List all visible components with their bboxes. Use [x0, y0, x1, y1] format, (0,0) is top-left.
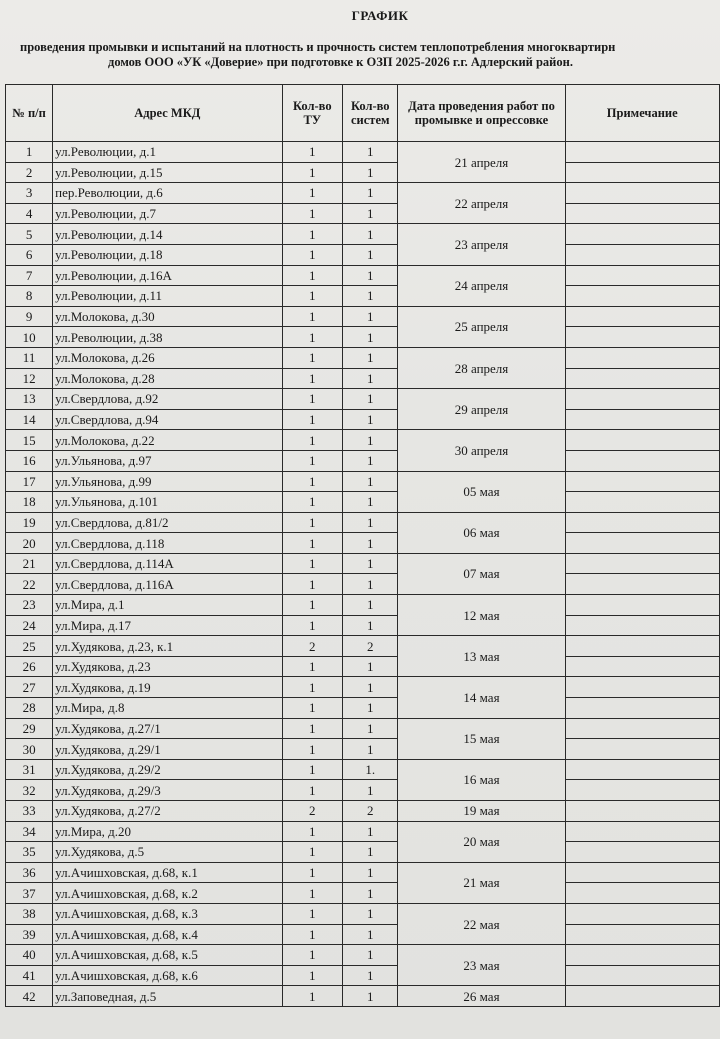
row-work-date: 20 мая	[398, 821, 565, 862]
row-note	[565, 265, 720, 286]
row-note	[565, 574, 720, 595]
row-address: ул.Революции, д.7	[53, 203, 282, 224]
row-number: 26	[6, 656, 53, 677]
row-address: ул.Ачишховская, д.68, к.3	[53, 903, 282, 924]
row-system-count: 1	[343, 986, 398, 1007]
row-system-count: 1	[343, 347, 398, 368]
table-row	[6, 244, 720, 265]
row-system-count: 1	[343, 286, 398, 307]
row-address: ул.Свердлова, д.81/2	[53, 512, 282, 533]
row-note	[565, 656, 720, 677]
row-tu-count: 1	[282, 903, 343, 924]
row-note	[565, 924, 720, 945]
row-system-count: 1	[343, 512, 398, 533]
row-system-count: 1	[343, 677, 398, 698]
row-tu-count: 1	[282, 924, 343, 945]
row-tu-count: 1	[282, 265, 343, 286]
row-system-count: 1	[343, 780, 398, 801]
row-address: ул.Ачишховская, д.68, к.1	[53, 862, 282, 883]
table-row	[6, 739, 720, 760]
table-row	[6, 162, 720, 183]
header-date	[398, 85, 565, 142]
row-number: 2	[6, 162, 53, 183]
row-note	[565, 347, 720, 368]
row-number: 27	[6, 677, 53, 698]
row-work-date: 06 мая	[398, 512, 565, 553]
row-tu-count: 1	[282, 471, 343, 492]
row-number: 18	[6, 492, 53, 513]
row-address: ул.Худякова, д.23, к.1	[53, 636, 282, 657]
table-row	[6, 347, 720, 368]
row-system-count: 1	[343, 656, 398, 677]
table-row	[6, 183, 720, 204]
row-tu-count: 1	[282, 698, 343, 719]
row-number: 21	[6, 553, 53, 574]
row-address: ул.Худякова, д.5	[53, 842, 282, 863]
row-work-date: 22 мая	[398, 903, 565, 944]
row-tu-count: 1	[282, 553, 343, 574]
row-address: ул.Заповедная, д.5	[53, 986, 282, 1007]
row-system-count: 1	[343, 368, 398, 389]
row-tu-count: 1	[282, 244, 343, 265]
row-address: ул.Молокова, д.26	[53, 347, 282, 368]
row-note	[565, 862, 720, 883]
row-note	[565, 780, 720, 801]
row-address: ул.Молокова, д.22	[53, 430, 282, 451]
row-address: ул.Ульянова, д.97	[53, 450, 282, 471]
row-number: 39	[6, 924, 53, 945]
row-note	[565, 306, 720, 327]
row-address: ул.Мира, д.20	[53, 821, 282, 842]
table-row	[6, 924, 720, 945]
row-address: ул.Худякова, д.27/1	[53, 718, 282, 739]
row-system-count: 1	[343, 533, 398, 554]
row-work-date: 05 мая	[398, 471, 565, 512]
row-tu-count: 1	[282, 162, 343, 183]
row-tu-count: 1	[282, 533, 343, 554]
row-note	[565, 492, 720, 513]
row-note	[565, 244, 720, 265]
row-note	[565, 842, 720, 863]
row-work-date: 28 апреля	[398, 347, 565, 388]
row-address: ул.Молокова, д.28	[53, 368, 282, 389]
row-tu-count: 1	[282, 759, 343, 780]
row-tu-count: 2	[282, 636, 343, 657]
row-system-count: 1	[343, 409, 398, 430]
row-work-date: 23 мая	[398, 945, 565, 986]
table-row	[6, 430, 720, 451]
row-work-date: 15 мая	[398, 718, 565, 759]
document-subtitle	[20, 40, 720, 70]
row-note	[565, 986, 720, 1007]
row-note	[565, 512, 720, 533]
row-address: ул.Революции, д.14	[53, 224, 282, 245]
row-tu-count: 1	[282, 945, 343, 966]
row-system-count: 1	[343, 615, 398, 636]
table-row	[6, 492, 720, 513]
row-system-count: 1	[343, 492, 398, 513]
row-work-date: 24 апреля	[398, 265, 565, 306]
row-note	[565, 533, 720, 554]
row-number: 33	[6, 801, 53, 822]
row-address: ул.Худякова, д.27/2	[53, 801, 282, 822]
row-number: 24	[6, 615, 53, 636]
row-address: ул.Мира, д.1	[53, 595, 282, 616]
row-note	[565, 718, 720, 739]
row-note	[565, 203, 720, 224]
row-address: ул.Ачишховская, д.68, к.2	[53, 883, 282, 904]
row-number: 16	[6, 450, 53, 471]
row-note	[565, 162, 720, 183]
row-address: пер.Революции, д.6	[53, 183, 282, 204]
row-tu-count: 1	[282, 986, 343, 1007]
row-note	[565, 368, 720, 389]
table-row	[6, 409, 720, 430]
header-note: Примечание	[565, 85, 720, 142]
table-row	[6, 306, 720, 327]
table-row	[6, 142, 720, 163]
row-note	[565, 471, 720, 492]
row-number: 11	[6, 347, 53, 368]
row-number: 20	[6, 533, 53, 554]
row-system-count: 1	[343, 924, 398, 945]
row-tu-count: 1	[282, 430, 343, 451]
row-number: 12	[6, 368, 53, 389]
row-address: ул.Худякова, д.23	[53, 656, 282, 677]
row-address: ул.Ульянова, д.101	[53, 492, 282, 513]
row-system-count: 1	[343, 883, 398, 904]
table-row	[6, 450, 720, 471]
row-note	[565, 698, 720, 719]
row-note	[565, 903, 720, 924]
row-work-date: 13 мая	[398, 636, 565, 677]
row-number: 7	[6, 265, 53, 286]
row-system-count: 1	[343, 553, 398, 574]
row-system-count: 1	[343, 183, 398, 204]
row-number: 42	[6, 986, 53, 1007]
row-number: 32	[6, 780, 53, 801]
row-work-date: 21 апреля	[398, 142, 565, 183]
table-row	[6, 698, 720, 719]
table-row	[6, 801, 720, 822]
row-system-count: 1	[343, 821, 398, 842]
row-number: 23	[6, 595, 53, 616]
row-number: 38	[6, 903, 53, 924]
row-system-count: 1	[343, 471, 398, 492]
row-note	[565, 409, 720, 430]
row-system-count: 1	[343, 265, 398, 286]
row-system-count: 1	[343, 162, 398, 183]
row-tu-count: 2	[282, 801, 343, 822]
row-note	[565, 636, 720, 657]
row-tu-count: 1	[282, 739, 343, 760]
row-work-date: 26 мая	[398, 986, 565, 1007]
header-tu	[282, 85, 343, 142]
row-number: 31	[6, 759, 53, 780]
table-row	[6, 945, 720, 966]
row-system-count: 1	[343, 306, 398, 327]
row-address: ул.Ачишховская, д.68, к.4	[53, 924, 282, 945]
row-work-date: 23 апреля	[398, 224, 565, 265]
row-work-date: 14 мая	[398, 677, 565, 718]
row-number: 17	[6, 471, 53, 492]
row-number: 29	[6, 718, 53, 739]
row-note	[565, 965, 720, 986]
table-row	[6, 615, 720, 636]
row-tu-count: 1	[282, 389, 343, 410]
table-row	[6, 780, 720, 801]
row-work-date: 30 апреля	[398, 430, 565, 471]
row-system-count: 1	[343, 595, 398, 616]
row-tu-count: 1	[282, 450, 343, 471]
row-number: 41	[6, 965, 53, 986]
table-row	[6, 718, 720, 739]
row-note	[565, 945, 720, 966]
row-system-count: 2	[343, 801, 398, 822]
table-row	[6, 265, 720, 286]
row-number: 37	[6, 883, 53, 904]
row-work-date: 29 апреля	[398, 389, 565, 430]
row-address: ул.Революции, д.18	[53, 244, 282, 265]
subtitle-line-1: проведения промывки и испытаний на плотность и прочность систем теплопотребления многоквартирн	[20, 40, 616, 54]
header-num: № п/п	[6, 85, 53, 142]
table-row	[6, 368, 720, 389]
row-system-count: 1	[343, 244, 398, 265]
row-number: 25	[6, 636, 53, 657]
row-address: ул.Молокова, д.30	[53, 306, 282, 327]
row-tu-count: 1	[282, 965, 343, 986]
row-note	[565, 389, 720, 410]
table-row	[6, 903, 720, 924]
row-number: 19	[6, 512, 53, 533]
row-system-count: 1	[343, 203, 398, 224]
subtitle-line-2: домов ООО «УК «Доверие» при подготовке к ОЗП 2025-2026 г.г. Адлерский район.	[108, 55, 573, 69]
header-date-text: Дата проведения работ по промывке и опрессовке	[408, 99, 555, 127]
row-number: 13	[6, 389, 53, 410]
row-tu-count: 1	[282, 574, 343, 595]
row-note	[565, 595, 720, 616]
row-address: ул.Революции, д.1	[53, 142, 282, 163]
row-system-count: 1	[343, 862, 398, 883]
row-address: ул.Революции, д.38	[53, 327, 282, 348]
row-tu-count: 1	[282, 327, 343, 348]
table-row	[6, 677, 720, 698]
row-work-date: 21 мая	[398, 862, 565, 903]
row-number: 9	[6, 306, 53, 327]
row-note	[565, 327, 720, 348]
row-number: 36	[6, 862, 53, 883]
table-row	[6, 965, 720, 986]
row-address: ул.Худякова, д.29/3	[53, 780, 282, 801]
document-title: ГРАФИК	[351, 8, 409, 23]
row-tu-count: 1	[282, 512, 343, 533]
row-address: ул.Революции, д.16А	[53, 265, 282, 286]
row-number: 15	[6, 430, 53, 451]
row-note	[565, 759, 720, 780]
row-system-count: 1	[343, 842, 398, 863]
table-row	[6, 656, 720, 677]
table-row	[6, 986, 720, 1007]
row-system-count: 1	[343, 327, 398, 348]
row-address: ул.Революции, д.11	[53, 286, 282, 307]
row-note	[565, 883, 720, 904]
header-systems	[343, 85, 398, 142]
row-tu-count: 1	[282, 142, 343, 163]
row-work-date: 25 апреля	[398, 306, 565, 347]
row-number: 4	[6, 203, 53, 224]
row-number: 14	[6, 409, 53, 430]
row-number: 28	[6, 698, 53, 719]
row-system-count: 1	[343, 450, 398, 471]
row-system-count: 1.	[343, 759, 398, 780]
row-tu-count: 1	[282, 286, 343, 307]
row-tu-count: 1	[282, 780, 343, 801]
row-system-count: 1	[343, 142, 398, 163]
table-row	[6, 595, 720, 616]
row-tu-count: 1	[282, 306, 343, 327]
row-tu-count: 1	[282, 224, 343, 245]
row-note	[565, 183, 720, 204]
row-address: ул.Ачишховская, д.68, к.6	[53, 965, 282, 986]
row-system-count: 1	[343, 389, 398, 410]
row-work-date: 12 мая	[398, 595, 565, 636]
row-tu-count: 1	[282, 862, 343, 883]
row-address: ул.Свердлова, д.118	[53, 533, 282, 554]
row-number: 22	[6, 574, 53, 595]
row-system-count: 1	[343, 430, 398, 451]
row-note	[565, 739, 720, 760]
row-note	[565, 801, 720, 822]
row-address: ул.Ульянова, д.99	[53, 471, 282, 492]
row-address: ул.Худякова, д.29/1	[53, 739, 282, 760]
row-note	[565, 615, 720, 636]
row-number: 3	[6, 183, 53, 204]
row-system-count: 2	[343, 636, 398, 657]
row-address: ул.Свердлова, д.114А	[53, 553, 282, 574]
row-tu-count: 1	[282, 368, 343, 389]
row-tu-count: 1	[282, 883, 343, 904]
row-tu-count: 1	[282, 409, 343, 430]
row-note	[565, 224, 720, 245]
row-system-count: 1	[343, 698, 398, 719]
row-number: 30	[6, 739, 53, 760]
row-number: 8	[6, 286, 53, 307]
row-address: ул.Худякова, д.19	[53, 677, 282, 698]
row-work-date: 16 мая	[398, 759, 565, 800]
row-tu-count: 1	[282, 203, 343, 224]
row-system-count: 1	[343, 903, 398, 924]
table-row	[6, 759, 720, 780]
table-row	[6, 574, 720, 595]
table-row	[6, 471, 720, 492]
row-number: 1	[6, 142, 53, 163]
row-system-count: 1	[343, 718, 398, 739]
row-system-count: 1	[343, 945, 398, 966]
row-number: 40	[6, 945, 53, 966]
table-row	[6, 533, 720, 554]
row-note	[565, 821, 720, 842]
row-tu-count: 1	[282, 656, 343, 677]
table-row	[6, 842, 720, 863]
row-system-count: 1	[343, 574, 398, 595]
row-address: ул.Ачишховская, д.68, к.5	[53, 945, 282, 966]
table-row	[6, 862, 720, 883]
row-address: ул.Свердлова, д.94	[53, 409, 282, 430]
table-body	[6, 142, 720, 1007]
row-work-date: 19 мая	[398, 801, 565, 822]
row-address: ул.Мира, д.8	[53, 698, 282, 719]
row-tu-count: 1	[282, 842, 343, 863]
row-work-date: 22 апреля	[398, 183, 565, 224]
row-number: 35	[6, 842, 53, 863]
row-address: ул.Мира, д.17	[53, 615, 282, 636]
row-address: ул.Свердлова, д.92	[53, 389, 282, 410]
table-row	[6, 327, 720, 348]
row-tu-count: 1	[282, 347, 343, 368]
row-tu-count: 1	[282, 595, 343, 616]
row-system-count: 1	[343, 224, 398, 245]
row-tu-count: 1	[282, 492, 343, 513]
row-address: ул.Революции, д.15	[53, 162, 282, 183]
row-note	[565, 286, 720, 307]
row-address: ул.Свердлова, д.116А	[53, 574, 282, 595]
table-row	[6, 636, 720, 657]
row-system-count: 1	[343, 965, 398, 986]
table-row	[6, 883, 720, 904]
header-systems-text: Кол-во систем	[350, 99, 390, 127]
row-tu-count: 1	[282, 677, 343, 698]
row-address: ул.Худякова, д.29/2	[53, 759, 282, 780]
table-row	[6, 821, 720, 842]
row-note	[565, 553, 720, 574]
row-work-date: 07 мая	[398, 553, 565, 594]
header-address: Адрес МКД	[53, 85, 282, 142]
schedule-table	[5, 84, 720, 1007]
row-number: 10	[6, 327, 53, 348]
row-system-count: 1	[343, 739, 398, 760]
row-tu-count: 1	[282, 821, 343, 842]
row-note	[565, 430, 720, 451]
row-number: 34	[6, 821, 53, 842]
row-tu-count: 1	[282, 718, 343, 739]
row-tu-count: 1	[282, 183, 343, 204]
table-row	[6, 286, 720, 307]
row-note	[565, 142, 720, 163]
table-row	[6, 512, 720, 533]
header-tu-text: Кол-во ТУ	[292, 99, 332, 127]
row-note	[565, 450, 720, 471]
row-number: 5	[6, 224, 53, 245]
table-row	[6, 224, 720, 245]
table-header-row	[6, 85, 720, 142]
row-note	[565, 677, 720, 698]
row-tu-count: 1	[282, 615, 343, 636]
row-number: 6	[6, 244, 53, 265]
table-row	[6, 389, 720, 410]
table-row	[6, 553, 720, 574]
table-row	[6, 203, 720, 224]
